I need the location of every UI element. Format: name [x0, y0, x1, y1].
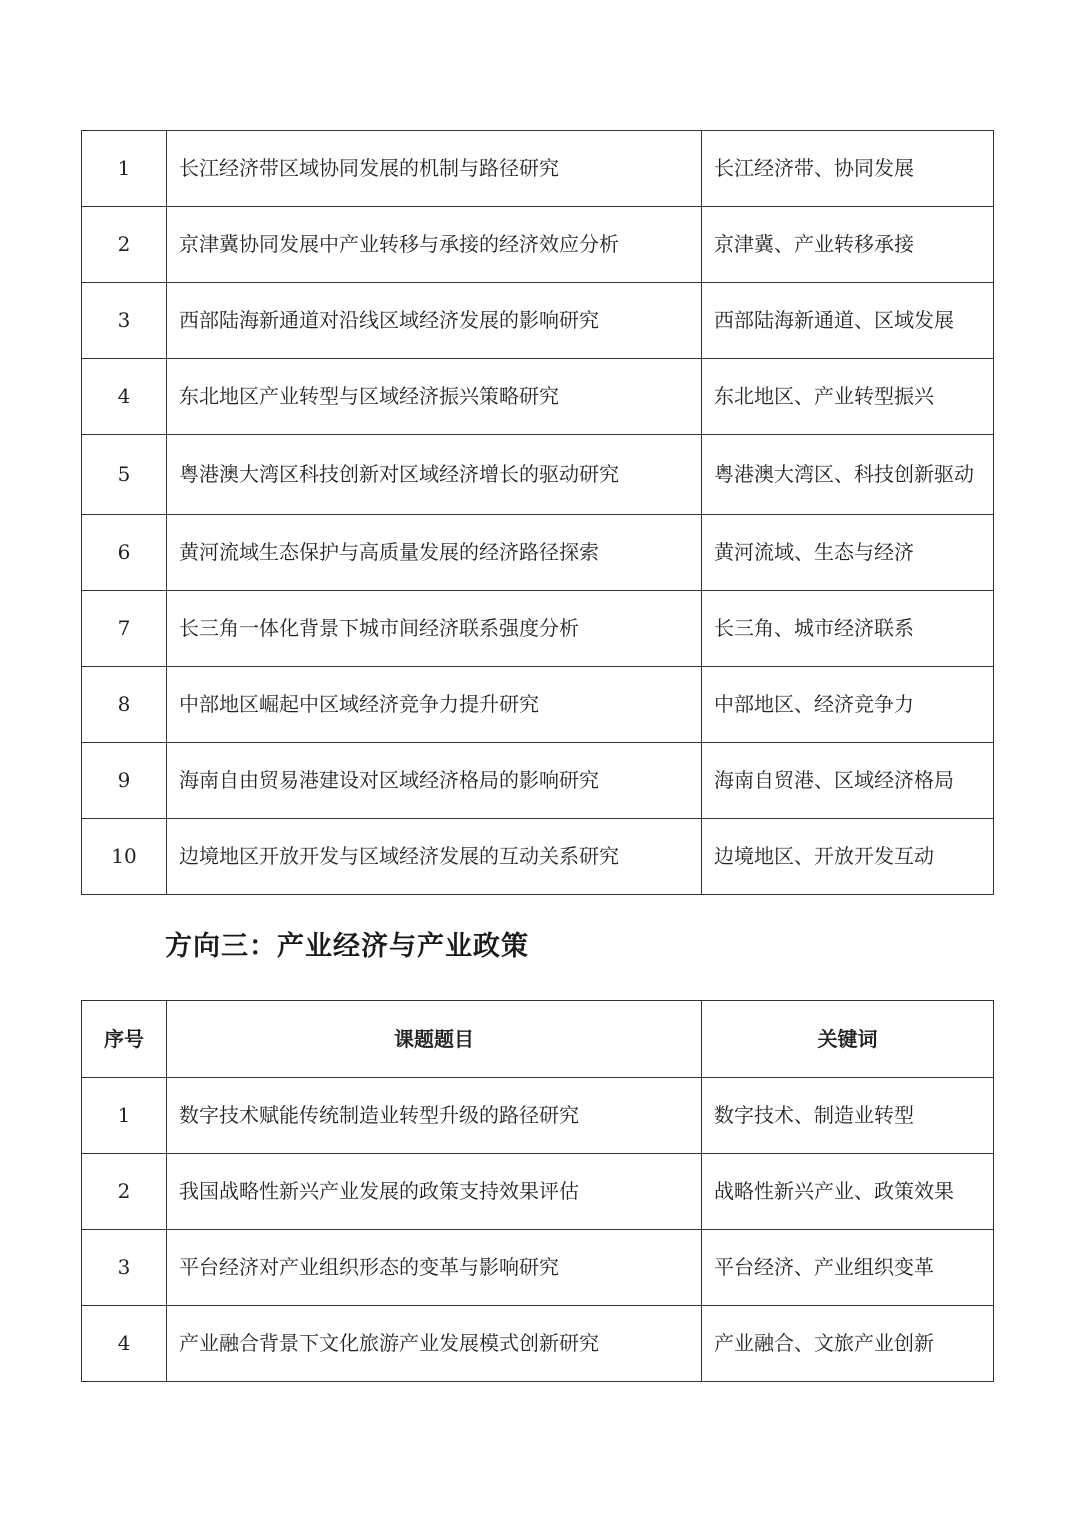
table-row — [82, 667, 994, 743]
table-row — [82, 435, 994, 515]
row-keywords: 边境地区、开放开发互动 — [702, 819, 994, 895]
row-index: 1 — [82, 1078, 167, 1154]
industrial-economy-topics-table — [81, 1000, 994, 1382]
row-title: 京津冀协同发展中产业转移与承接的经济效应分析 — [167, 207, 702, 283]
column-header-keywords: 关键词 — [702, 1001, 994, 1078]
row-index: 5 — [82, 435, 167, 515]
row-title: 长江经济带区域协同发展的机制与路径研究 — [167, 131, 702, 207]
row-keywords: 粤港澳大湾区、科技创新驱动 — [702, 435, 994, 515]
row-title: 西部陆海新通道对沿线区域经济发展的影响研究 — [167, 283, 702, 359]
row-title: 东北地区产业转型与区域经济振兴策略研究 — [167, 359, 702, 435]
table-header-row — [82, 1001, 994, 1078]
row-title: 边境地区开放开发与区域经济发展的互动关系研究 — [167, 819, 702, 895]
table-row — [82, 743, 994, 819]
row-index: 9 — [82, 743, 167, 819]
row-title: 产业融合背景下文化旅游产业发展模式创新研究 — [167, 1306, 702, 1382]
table-row — [82, 1078, 994, 1154]
table-row — [82, 359, 994, 435]
table-row — [82, 1306, 994, 1382]
row-index: 7 — [82, 591, 167, 667]
row-index: 2 — [82, 1154, 167, 1230]
row-index: 1 — [82, 131, 167, 207]
table-row — [82, 1230, 994, 1306]
row-keywords: 数字技术、制造业转型 — [702, 1078, 994, 1154]
column-header-index: 序号 — [82, 1001, 167, 1078]
table-row — [82, 131, 994, 207]
row-index: 6 — [82, 515, 167, 591]
row-title: 长三角一体化背景下城市间经济联系强度分析 — [167, 591, 702, 667]
row-keywords: 中部地区、经济竞争力 — [702, 667, 994, 743]
row-title: 粤港澳大湾区科技创新对区域经济增长的驱动研究 — [167, 435, 702, 515]
table-row — [82, 591, 994, 667]
column-header-title: 课题题目 — [167, 1001, 702, 1078]
row-keywords: 西部陆海新通道、区域发展 — [702, 283, 994, 359]
row-index: 3 — [82, 283, 167, 359]
row-title: 数字技术赋能传统制造业转型升级的路径研究 — [167, 1078, 702, 1154]
table-row — [82, 207, 994, 283]
row-keywords: 黄河流域、生态与经济 — [702, 515, 994, 591]
row-title: 平台经济对产业组织形态的变革与影响研究 — [167, 1230, 702, 1306]
row-keywords: 长江经济带、协同发展 — [702, 131, 994, 207]
row-keywords: 京津冀、产业转移承接 — [702, 207, 994, 283]
row-title: 海南自由贸易港建设对区域经济格局的影响研究 — [167, 743, 702, 819]
row-keywords: 海南自贸港、区域经济格局 — [702, 743, 994, 819]
table-row — [82, 515, 994, 591]
row-keywords: 产业融合、文旅产业创新 — [702, 1306, 994, 1382]
row-keywords: 东北地区、产业转型振兴 — [702, 359, 994, 435]
regional-economy-topics-table — [81, 130, 994, 895]
row-title: 中部地区崛起中区域经济竞争力提升研究 — [167, 667, 702, 743]
row-index: 2 — [82, 207, 167, 283]
row-index: 3 — [82, 1230, 167, 1306]
row-keywords: 平台经济、产业组织变革 — [702, 1230, 994, 1306]
section-heading: 方向三：产业经济与产业政策 — [165, 931, 529, 962]
table-row — [82, 1154, 994, 1230]
row-index: 4 — [82, 1306, 167, 1382]
row-keywords: 战略性新兴产业、政策效果 — [702, 1154, 994, 1230]
row-index: 8 — [82, 667, 167, 743]
row-title: 我国战略性新兴产业发展的政策支持效果评估 — [167, 1154, 702, 1230]
row-title: 黄河流域生态保护与高质量发展的经济路径探索 — [167, 515, 702, 591]
row-index: 4 — [82, 359, 167, 435]
table-row — [82, 819, 994, 895]
table-row — [82, 283, 994, 359]
row-keywords: 长三角、城市经济联系 — [702, 591, 994, 667]
row-index: 10 — [82, 819, 167, 895]
